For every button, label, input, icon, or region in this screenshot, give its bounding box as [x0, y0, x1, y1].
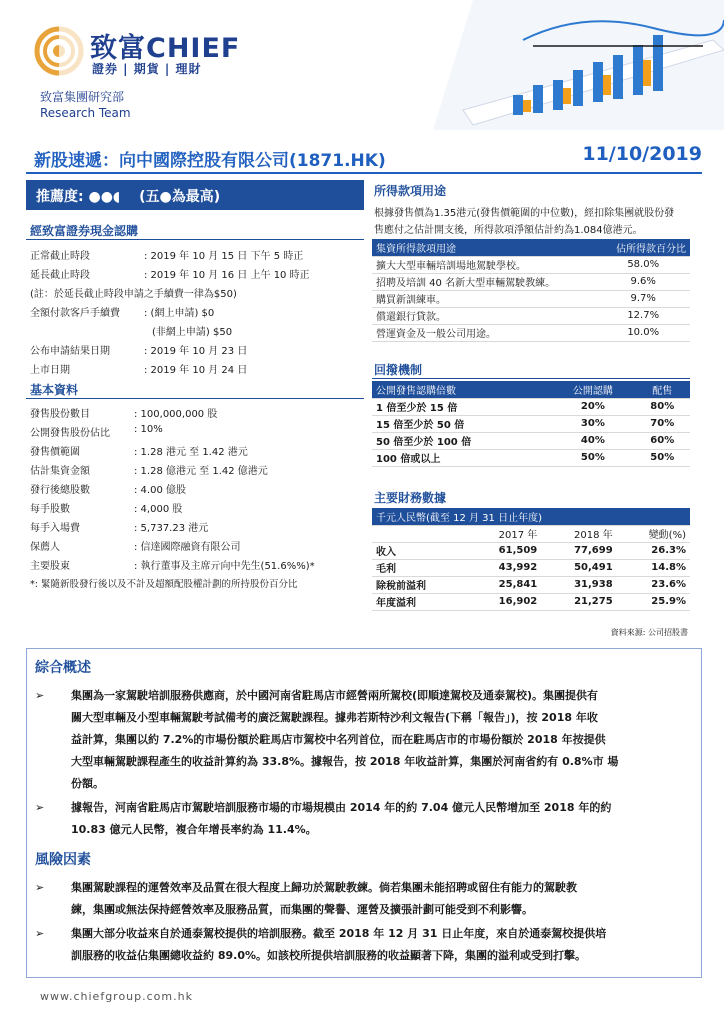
- table-header-row: [372, 381, 690, 398]
- table-header: 千元人民幣(截至 12 月 31 日止年度): [372, 508, 690, 525]
- basics-key: 估計集資金額: [30, 466, 90, 477]
- table-row: [372, 324, 690, 341]
- basics-key: 每手股數: [30, 504, 70, 515]
- table-cell: 30%: [551, 415, 634, 432]
- basics-key: 主要股東: [30, 561, 70, 572]
- financials-heading: 主要財務數據: [374, 491, 447, 505]
- table-cell: 16,902: [466, 593, 541, 610]
- table-cell: 80%: [635, 398, 690, 415]
- subscription-value: (非網上申請) $50: [152, 327, 233, 338]
- table-cell: 40%: [551, 432, 634, 449]
- table-row: [372, 593, 690, 610]
- proceeds-heading: 所得款項用途: [374, 184, 447, 198]
- table-row: [372, 559, 690, 576]
- logo-subtitle: 證券 | 期貨 | 理財: [92, 62, 202, 76]
- summary-box: [26, 648, 702, 978]
- table-cell: 購買新訓練車。: [372, 290, 596, 307]
- table-cell: 9.6%: [596, 273, 690, 290]
- table-cell: 43,992: [466, 559, 541, 576]
- table-cell: 70%: [635, 415, 690, 432]
- basics-key: 發售價範圍: [30, 447, 80, 458]
- table-cell: 營運資金及一般公司用途。: [372, 324, 596, 341]
- logo-brand: 致富CHIEF: [90, 33, 241, 64]
- bullet-line: 練，集團或無法保持經營效率及服務品質，而集團的聲譽、運營及擴張計劃可能受到不利影響。: [71, 903, 533, 916]
- clawback-table: [372, 381, 690, 467]
- table-cell: 收入: [372, 542, 466, 559]
- table-row: [372, 432, 690, 449]
- overview-bullet: [35, 797, 701, 841]
- report-date: 11/10/2019: [582, 143, 702, 165]
- title-divider: [26, 172, 702, 174]
- table-cell: 毛利: [372, 559, 466, 576]
- bullet-line: 份額。: [71, 777, 104, 790]
- bullet-line: 大型車輛駕駛課程產生的收益計算約為 33.8%。據報告，按 2018 年收益計算，集團於河南省約有 0.8%市 場: [71, 755, 619, 768]
- subscription-value: : 2019 年 10 月 16 日 上午 10 時正: [144, 270, 310, 281]
- clawback-divider: [372, 378, 690, 379]
- table-cell: 50%: [635, 449, 690, 466]
- table-cell: 14.8%: [617, 559, 690, 576]
- basics-value: : 信達國際融資有限公司: [134, 542, 241, 553]
- subscription-note: (註：於延長截止時段申請之手續費一律為$50): [30, 289, 237, 300]
- table-cell: 償還銀行貸款。: [372, 307, 596, 324]
- proceeds-description: 售應付之估計開支後，所得款項淨額估計約為1.084億港元。: [374, 225, 643, 236]
- subscription-value: : 2019 年 10 月 24 日: [144, 365, 248, 376]
- department-chinese: 致富集團研究部: [40, 90, 125, 104]
- basics-heading: 基本資料: [30, 383, 79, 397]
- page-title: 新股速遞：向中國際控股有限公司(1871.HK): [34, 151, 386, 171]
- risks-heading: 風險因素: [35, 852, 91, 868]
- table-header: 公開認購: [551, 381, 634, 398]
- table-row: [372, 449, 690, 466]
- basics-value: : 1.28 港元 至 1.42 港元: [134, 447, 248, 458]
- table-row: [372, 415, 690, 432]
- table-header: 2018 年: [541, 525, 616, 542]
- basics-key: 發售股份數目: [30, 409, 90, 420]
- bullet-line: 集團駕駛課程的運營效率及品質在很大程度上歸功於駕駛教練。倘若集團未能招聘或留住有能力的駕駛教: [71, 881, 577, 894]
- table-cell: 26.3%: [617, 542, 690, 559]
- bullet-line: 據報告，河南省駐馬店市駕駛培訓服務市場的市場規模由 2014 年的約 7.04 億元人民幣增加至 2018 年的約: [71, 801, 612, 814]
- basics-value: : 4.00 億股: [134, 485, 186, 496]
- table-cell: 擴大大型車輛培訓場地駕駛學校。: [372, 256, 596, 273]
- table-cell: 10.0%: [596, 324, 690, 341]
- basics-value: : 100,000,000 股: [134, 409, 218, 420]
- table-cell: 20%: [551, 398, 634, 415]
- source-note: 資料來源: 公司招股書: [610, 628, 688, 637]
- subscription-value: : 2019 年 10 月 15 日 下午 5 時正: [144, 251, 304, 262]
- financials-table: [372, 508, 690, 611]
- table-cell: 61,509: [466, 542, 541, 559]
- table-header: 集資所得款項用途: [372, 239, 596, 256]
- proceeds-table: [372, 239, 690, 342]
- overview-bullet: [35, 685, 701, 795]
- table-header: 佔所得款百分比: [596, 239, 690, 256]
- basics-value: : 4,000 股: [134, 504, 183, 515]
- table-row: [372, 542, 690, 559]
- bullet-line: 集團為一家駕駛培訓服務供應商，於中國河南省駐馬店市經營兩所駕校(即順達駕校及通泰駕校)。集團提供有: [71, 689, 599, 702]
- basics-footnote: *: 緊隨新股發行後以及不計及超額配股權計劃的所持股份百分比: [30, 579, 298, 590]
- subscription-key: 上市日期: [30, 365, 70, 376]
- table-row: [372, 398, 690, 415]
- department-english: Research Team: [40, 106, 131, 120]
- table-cell: 60%: [635, 432, 690, 449]
- table-cell: 年度溢利: [372, 593, 466, 610]
- footer-website-link[interactable]: www.chiefgroup.com.hk: [40, 990, 193, 1003]
- table-cell: 招聘及培訓 40 名新大型車輛駕駛教練。: [372, 273, 596, 290]
- arrow-bullet-icon: ➢: [35, 801, 45, 814]
- hero-chart-image: [433, 0, 724, 130]
- arrow-bullet-icon: ➢: [35, 881, 45, 894]
- table-cell: 除稅前溢利: [372, 576, 466, 593]
- table-header: 公開發售認購倍數: [372, 381, 551, 398]
- proceeds-description: 根據發售價為1.35港元(發售價範圍的中位數)，經扣除集團就股份發: [374, 208, 675, 219]
- basics-key: 發行後總股數: [30, 485, 90, 496]
- subscription-key: 延長截止時段: [30, 270, 90, 281]
- clawback-heading: 回撥機制: [374, 363, 423, 377]
- basics-value: : 10%: [134, 424, 163, 435]
- recommendation-banner: [26, 180, 364, 210]
- table-cell: 50,491: [541, 559, 616, 576]
- table-row: [372, 290, 690, 307]
- subscription-key: 正常截止時段: [30, 251, 90, 262]
- table-cell: 58.0%: [596, 256, 690, 273]
- subscription-value: : 2019 年 10 月 23 日: [144, 346, 248, 357]
- table-cell: 21,275: [541, 593, 616, 610]
- table-cell: 25.9%: [617, 593, 690, 610]
- table-cell: 15 倍至少於 50 倍: [372, 415, 551, 432]
- table-cell: 50%: [551, 449, 634, 466]
- bullet-line: 益計算，集團以約 7.2%的市場份額於駐馬店市駕校中名列首位，而在駐馬店市的市場份額於 2018 年按提供: [71, 733, 606, 746]
- table-cell: 12.7%: [596, 307, 690, 324]
- table-cell: 9.7%: [596, 290, 690, 307]
- logo-icon: [34, 26, 84, 76]
- basics-key: 保薦人: [30, 542, 60, 553]
- subscription-key: 全額付款客戶手續費: [30, 308, 120, 319]
- recommendation-label: 推薦度: ●●◖: [36, 189, 121, 205]
- bullet-line: 訓服務的收益佔集團總收益約 89.0%。如該校所提供培訓服務的收益顯著下降，集團的溢利或受到打擊。: [71, 949, 586, 962]
- risk-bullet: [35, 877, 701, 921]
- subscription-value: : (網上申請) $0: [144, 308, 215, 319]
- arrow-bullet-icon: ➢: [35, 927, 45, 940]
- basics-divider: [26, 398, 364, 399]
- table-cell: 1 倍至少於 15 倍: [372, 398, 551, 415]
- basics-value: : 1.28 億港元 至 1.42 億港元: [134, 466, 268, 477]
- table-row: [372, 576, 690, 593]
- table-row: [372, 273, 690, 290]
- table-header: 2017 年: [466, 525, 541, 542]
- bullet-line: 集團大部分收益來自於通泰駕校提供的培訓服務。截至 2018 年 12 月 31 日止年度，來自於通泰駕校提供培: [71, 927, 607, 940]
- table-cell: 100 倍或以上: [372, 449, 551, 466]
- bullet-line: 關大型車輛及小型車輛駕駛考試備考的廣泛駕駛課程。據弗若斯特沙利文報告(下稱「報告」)，按 2018 年收: [71, 711, 598, 724]
- table-cell: 31,938: [541, 576, 616, 593]
- table-cell: 50 倍至少於 100 倍: [372, 432, 551, 449]
- arrow-bullet-icon: ➢: [35, 689, 45, 702]
- table-cell: [372, 525, 466, 542]
- subscription-heading: 經致富證券現金認購: [30, 224, 139, 238]
- basics-value: : 執行董事及主席亓向中先生(51.6%%)*: [134, 561, 315, 572]
- table-row: [372, 525, 690, 542]
- basics-key: 公開發售股份佔比: [30, 428, 110, 439]
- recommendation-note: (五●為最高): [139, 189, 221, 205]
- table-cell: 25,841: [466, 576, 541, 593]
- table-cell: 77,699: [541, 542, 616, 559]
- table-header: 配售: [635, 381, 690, 398]
- basics-value: : 5,737.23 港元: [134, 523, 209, 534]
- table-row: [372, 256, 690, 273]
- table-row: [372, 307, 690, 324]
- subscription-key: 公布申請結果日期: [30, 346, 110, 357]
- table-header: 變動(%): [617, 525, 690, 542]
- risk-bullet: [35, 923, 701, 967]
- subscription-divider: [26, 239, 364, 240]
- table-header-row: [372, 239, 690, 256]
- table-cell: 23.6%: [617, 576, 690, 593]
- bullet-line: 10.83 億元人民幣，複合年增長率約為 11.4%。: [71, 823, 317, 836]
- overview-heading: 綜合概述: [35, 660, 91, 676]
- table-header-row: [372, 508, 690, 525]
- basics-key: 每手入場費: [30, 523, 80, 534]
